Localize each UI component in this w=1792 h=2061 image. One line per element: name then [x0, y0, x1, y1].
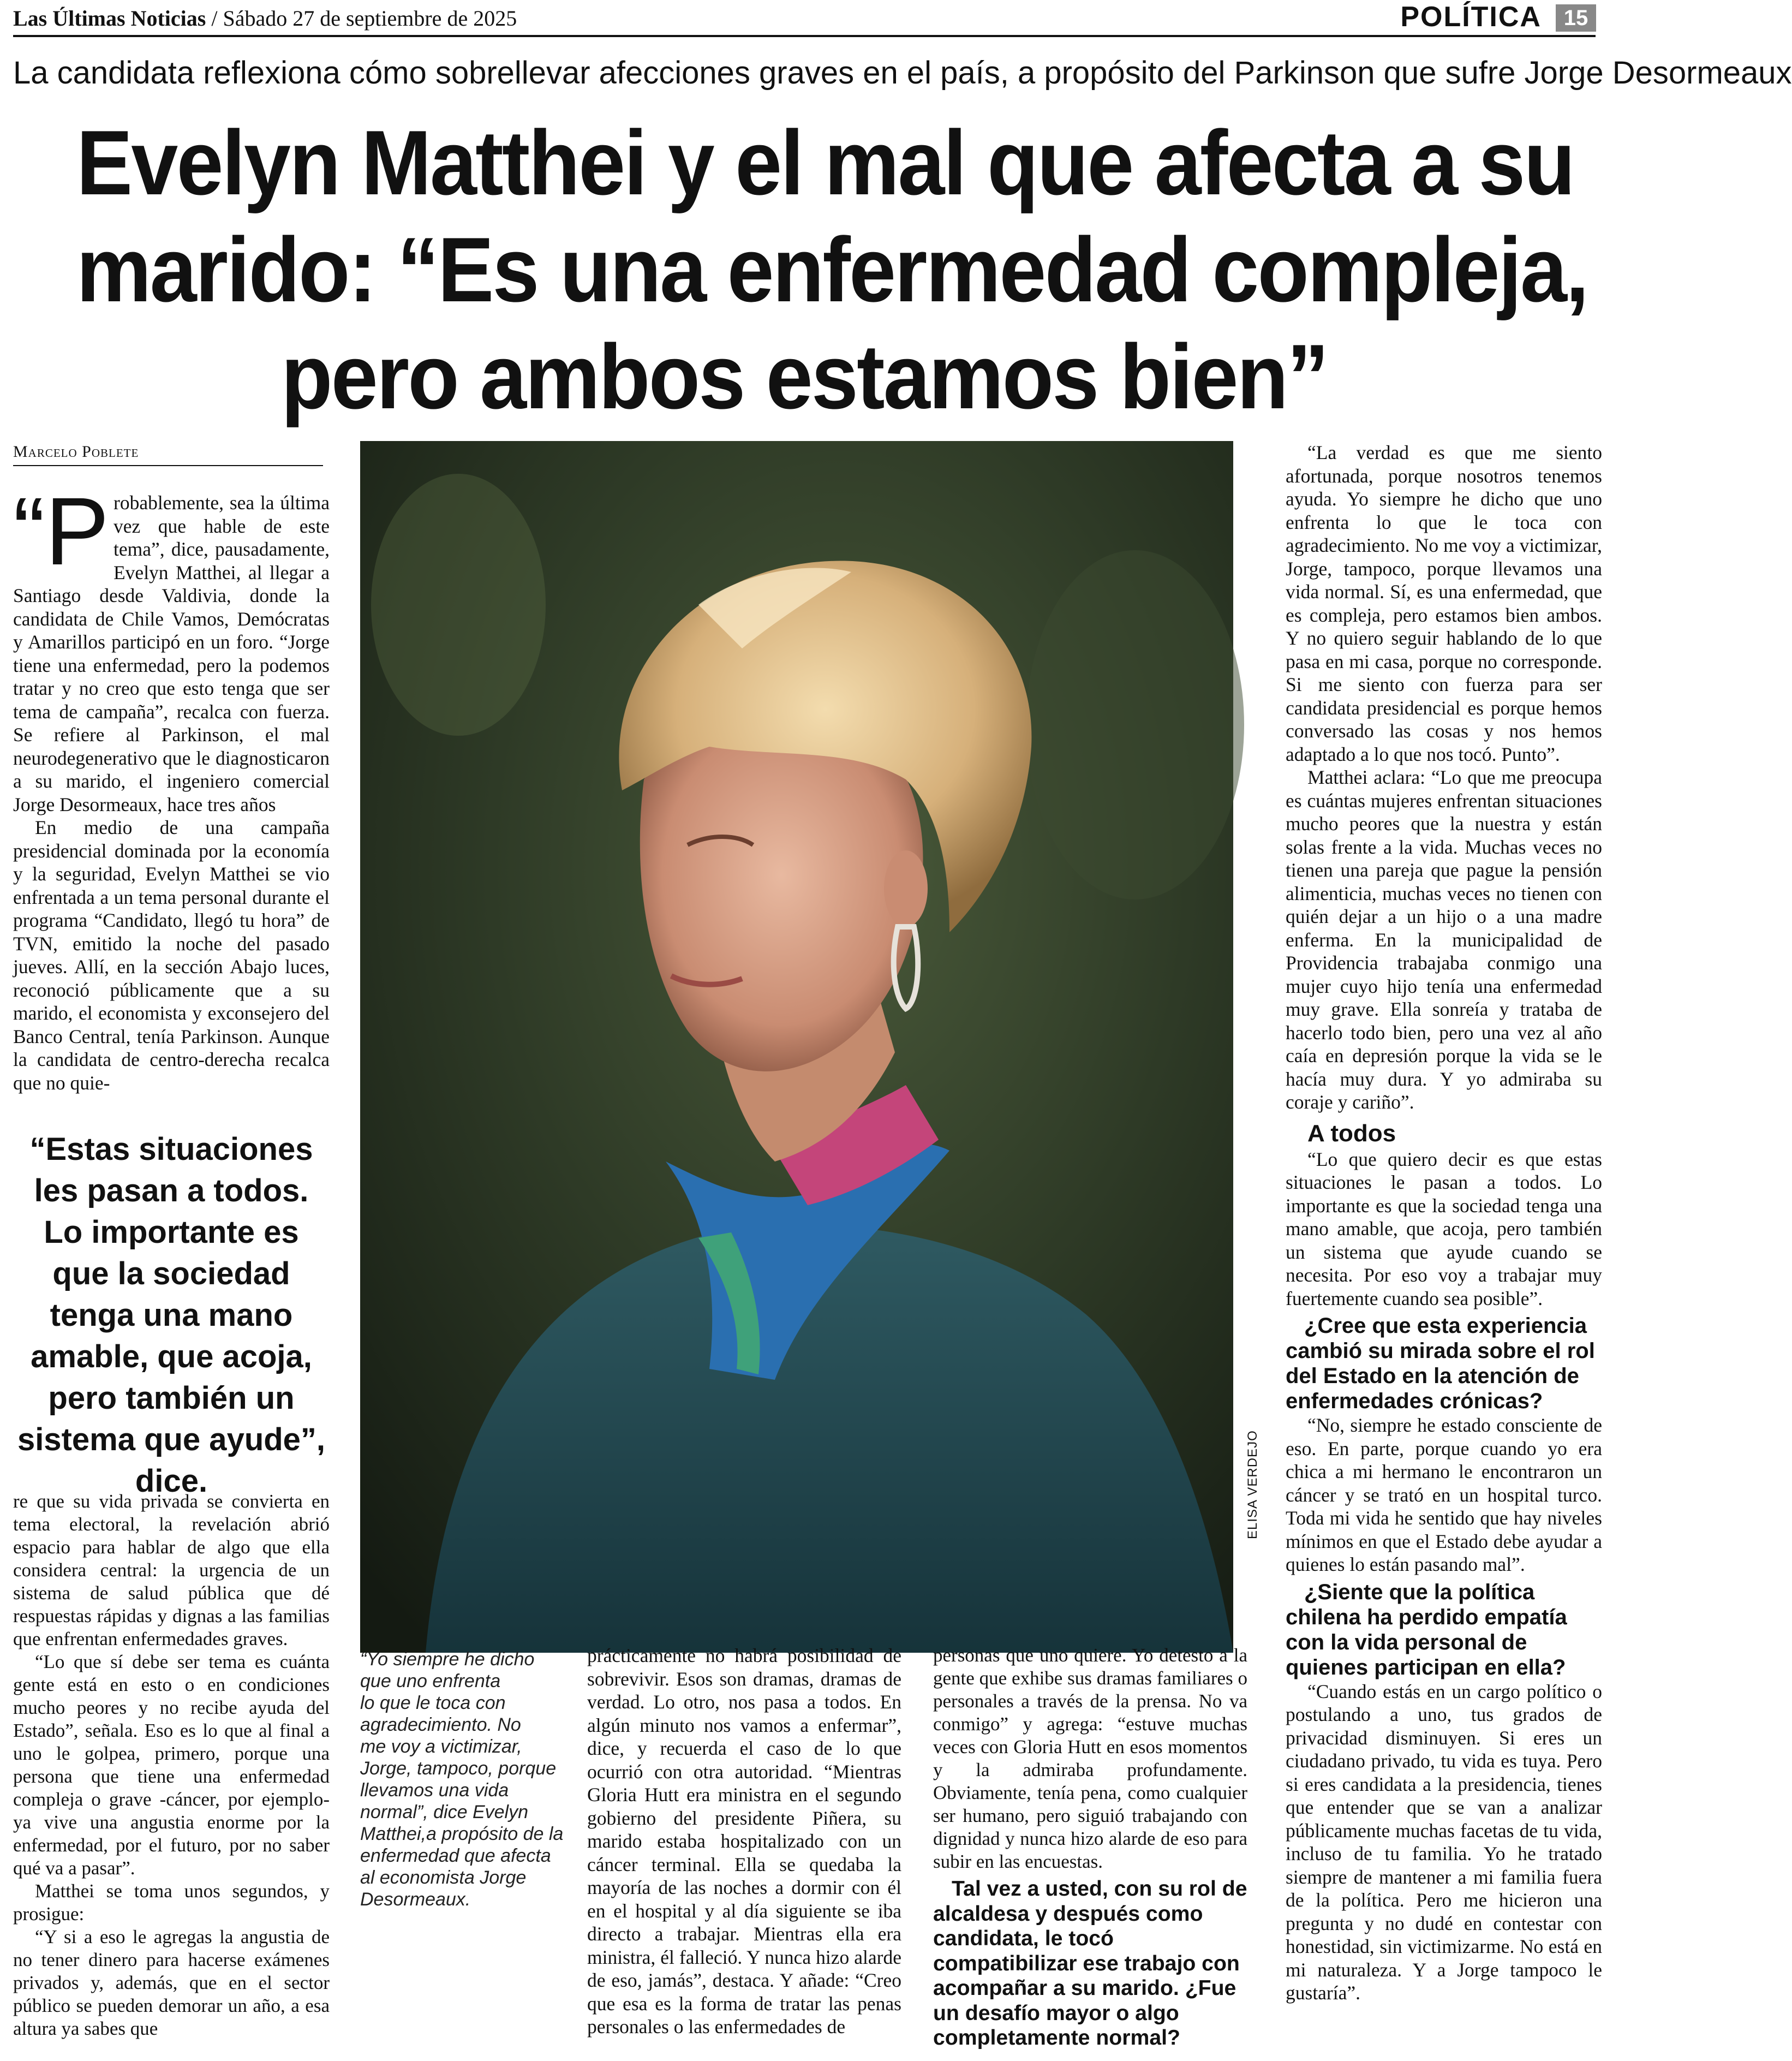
paragraph: personas que uno quiere. Yo detesto a la gente que exhibe sus dramas familiares o personales a través de la prensa. No va conmigo” y agrega: “estuve muchas veces con Gloria Hutt en esos momentos y la admiraba profundamente. Obviamente, tenía pena, como cualquier ser humano, pero siguió trabajando con dignidad y nunca hizo alarde de eso para subir en las encuestas. — [933, 1645, 1247, 1872]
pull-quote: “Estas situaciones les pasan a todos. Lo importante es que la sociedad tenga una mano amable, que acoja, pero también un sistema que ayude”, dice. — [17, 1131, 326, 1499]
paragraph: Matthei aclara: “Lo que me preocupa es cuántas mujeres enfrentan situaciones mucho peores que la nuestra y están solas frente a la vida. Muchas veces no tienen una pareja que pague la pensión alimenticia, muchas veces no tienen con quién dejar a un hijo o a una madre enferma. En la municipalidad de Providencia trabajaba conmigo una mujer cuyo hijo tenía una enfermedad muy grave. Ella sonreía y trataba de hacerlo todo bien, pero una vez al año caía en depresión porque la vida se le hacía muy dura. Y yo admiraba su coraje y cariño”. — [1286, 766, 1602, 1113]
interview-question: ¿Cree que esta experiencia cambió su mirada sobre el rol del Estado en la atención de enfermedades crónicas? — [1286, 1314, 1595, 1413]
article-column-5 — [1286, 441, 1602, 2005]
page-number: 15 — [1556, 4, 1596, 32]
headline-line: pero ambos estamos bien” — [281, 325, 1328, 428]
byline — [13, 441, 323, 466]
interview-question: Tal vez a usted, con su rol de alcaldesa y después como candidata, le tocó compatibilizar ese trabajo con acompañar a su marido. ¿Fue un desafío mayor o algo completamente normal? — [933, 1877, 1247, 2050]
paragraph: “Y si a eso le agregas la angustia de no tener dinero para hacerse exámenes privados y, además, que en el sector público se pueden demorar un año, a esa altura ya sabes que — [13, 1926, 330, 2039]
photo-credit: ELISA VERDEJO — [1245, 1430, 1260, 1539]
headline-line: Evelyn Matthei y el mal que afecta a su — [76, 111, 1574, 214]
article-column-1-bottom — [13, 1490, 330, 2040]
article-column-3 — [587, 1644, 901, 2039]
section-label: POLÍTICA — [1400, 1, 1542, 33]
paragraph: “Cuando estás en un cargo político o postulando a uno, tus grados de privacidad disminuyen. Si eres un ciudadano privado, tu vida es tuya. Pero si eres candidata a la presidencia, tienes que entender que se van a analizar públicamente muchas facetas de tu vida, incluso de tu familia. Yo he tratado siempre de mantener a mi familia fuera de la política. Pero me hicieron una pregunta y no dudé en contestar con honestidad, sin victimizarme. No está en mi naturaleza. Y a Jorge tampoco le gustaría”. — [1286, 1680, 1602, 2004]
interview-question: ¿Siente que la política chilena ha perdido empatía con la vida personal de quienes participan en ella? — [1286, 1580, 1567, 1679]
photo-caption: “Yo siempre he dicho que uno enfrenta lo que le toca con agradecimiento. No me voy a victimizar, Jorge, tampoco, porque llevamos una vida normal”, dice Evelyn Matthei,a propósito de la enfermedad que afecta al economista Jorge Desormeaux. — [360, 1649, 564, 1910]
paragraph: Matthei se toma unos segundos, y prosigue: — [13, 1880, 330, 1925]
paragraph: prácticamente no habrá posibilidad de sobrevivir. Esos son dramas, dramas de verdad. Lo otro, nos pasa a todos. En algún minuto nos vamos a enfermar”, dice, y recuerda el caso de lo que ocurrió con otra autoridad. “Mientras Gloria Hutt era ministra en el segundo gobierno del presidente Piñera, su marido estaba hospitalizado con un cáncer terminal. Ella se quedaba la mayoría de las noches a dormir con él en el hospital y al día siguiente se iba directo a trabajar. Mientras ella era ministra, él falleció. Y nunca hizo alarde de eso, jamás”, destaca. Y añade: “Creo que esa es la forma de tratar las penas personales o las enfermedades de — [587, 1645, 901, 2038]
paragraph: “Lo que quiero decir es que estas situaciones le pasan a todos. Lo importante es que la sociedad tenga una mano amable, que acoja, pero también un sistema que ayude cuando se necesita. Por eso voy a trabajar muy fuertemente cuando sea posible”. — [1286, 1148, 1602, 1309]
paragraph: “La verdad es que me siento afortunada, porque nosotros tenemos ayuda. Yo siempre he dicho que uno enfrenta lo que le toca con agradecimiento. No me voy a victimizar, Jorge, tampoco, porque llevamos una vida normal. Sí, es una enfermedad, que es compleja, pero estamos bien ambos. Y no quiero seguir hablando de lo que pasa en mi casa, porque no corresponde. Si me siento con fuerza para ser candidata presidencial es porque hemos conversado las cosas y nos hemos adaptado a lo que nos tocó. Punto”. — [1286, 442, 1602, 765]
subheading: A todos — [1307, 1119, 1396, 1147]
byline-author: Marcelo Poblete — [13, 443, 139, 461]
paragraph: “Lo que sí debe ser tema es cuánta gente está en esto o en condiciones mucho peores y no recibe ayuda del Estado”, señala. Eso es lo que al final a uno le golpea, primero, porque una persona que tiene una enfermedad compleja o grave -cáncer, por ejemplo- ya vive una angustia enorme por la enfermedad, por el futuro, por no saber qué va a pasar”. — [13, 1651, 330, 1879]
masthead-rule — [13, 35, 1596, 37]
paragraph: En medio de una campaña presidencial dominada por la economía y la seguridad, Evelyn Matthei se vio enfrentada a un tema personal durante el programa “Candidato, llegó tu hora” de TVN, emitido la noche del pasado jueves. Allí, en la sección Abajo luces, reconoció públicamente que a su marido, el economista y exconsejero del Banco Central, tenía Parkinson. Aunque la candidata de centro-derecha recalca que no quie- — [13, 817, 330, 1094]
portrait-photo — [360, 441, 1233, 1653]
paragraph — [13, 478, 330, 816]
article-column-4 — [933, 1644, 1247, 2051]
kicker: La candidata reflexiona cómo sobrellevar afecciones graves en el país, a propósito del Parkinson que sufre Jorge Desormeaux — [13, 55, 1792, 91]
headline-line: marido: “Es una enfermedad compleja, — [76, 218, 1588, 321]
paragraph-text: robablemente, sea la última vez que hable de este tema”, dice, pausadamente, Evelyn Matthei, al llegar a Santiago desde Valdivia, donde la candidata de Chile Vamos, Demócratas y Amarillos participó en un foro. “Jorge tiene una enfermedad, pero la podemos tratar y no creo que esto tenga que ser tema de campaña”, recalca con fuerza. Se refiere al Parkinson, el mal neurodegenerativo que le diagnosticaron a su marido, el ingeniero comercial Jorge Desormeaux, hace tres años — [13, 492, 330, 815]
article-column-1-top — [13, 478, 330, 1094]
issue-date: / Sábado 27 de septiembre de 2025 — [211, 6, 517, 31]
drop-cap: “P — [13, 478, 109, 585]
newspaper-name: Las Últimas Noticias — [13, 6, 206, 31]
headline — [76, 109, 1588, 430]
paragraph: “No, siempre he estado consciente de eso. En parte, porque cuando yo era chica a mi hermano le encontraron un cáncer y se trató en un hospital turco. Toda mi vida he sentido que hay niveles mínimos en que el Estado debe ayudar a quienes lo están pasando mal”. — [1286, 1414, 1602, 1575]
paragraph: re que su vida privada se convierta en tema electoral, la revelación abrió espacio para hablar de algo que ella considera central: la urgencia de un sistema de salud pública que dé respuestas rápidas y dignas a las familias que enfrentan enfermedades graves. — [13, 1491, 330, 1649]
masthead-left — [13, 5, 517, 32]
